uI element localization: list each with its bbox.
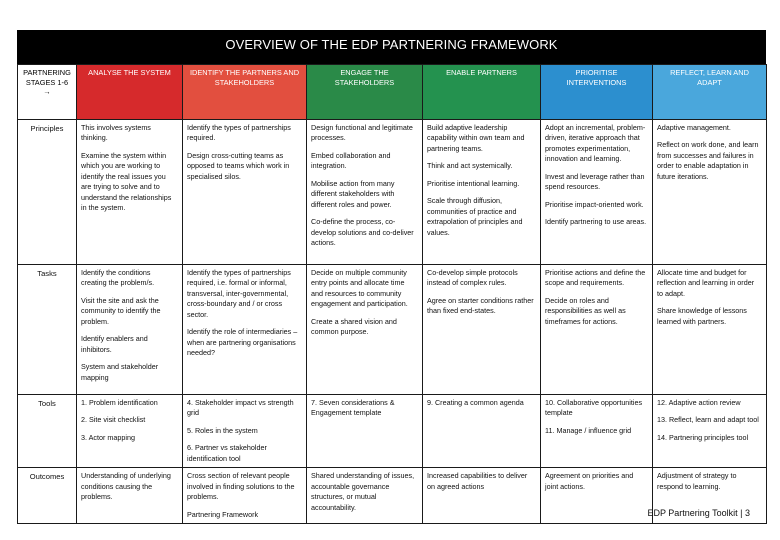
cell-paragraph: Agreement on priorities and joint actions. <box>545 471 634 491</box>
cell-outcomes-stage-1 <box>77 468 183 524</box>
cell-paragraph: Co-develop simple protocols instead of complex rules. <box>427 268 518 288</box>
cell-outcomes-stage-3 <box>307 468 423 524</box>
cell-tools-stage-5 <box>541 395 653 468</box>
row-label-principles: Principles <box>18 120 77 265</box>
cell-tools-stage-4 <box>423 395 541 468</box>
cell-tasks-stage-4 <box>423 265 541 395</box>
page-footer: EDP Partnering Toolkit | 3 <box>647 508 750 518</box>
cell-paragraph: Cross section of relevant people involved in finding solutions to the problems. <box>187 471 295 502</box>
cell-outcomes-stage-5 <box>541 468 653 524</box>
stage-header-identify: IDENTIFY THE PARTNERS AND STAKEHOLDERS <box>183 65 307 120</box>
framework-table <box>17 64 767 524</box>
cell-paragraph: Reflect on work done, and learn from successes and failures in order to enable adaptation in future iterations. <box>657 140 759 181</box>
cell-paragraph: System and stakeholder mapping <box>81 362 159 382</box>
cell-paragraph: Identify the types of partnerships required, i.e. formal or informal, transversal, inter-governmental, cross-boundary and / or cross sector. <box>187 268 291 319</box>
cell-paragraph: 5. Roles in the system <box>187 425 258 435</box>
cell-paragraph: Adaptive management. <box>657 123 731 132</box>
cell-paragraph: 13. Reflect, learn and adapt tool <box>657 415 759 425</box>
cell-tasks-stage-6 <box>653 265 767 395</box>
row-label-tools: Tools <box>18 395 77 468</box>
cell-tasks-stage-2 <box>183 265 307 395</box>
cell-tasks-stage-3 <box>307 265 423 395</box>
cell-paragraph: Co-define the process, co-develop solutions and co-deliver actions. <box>311 217 414 247</box>
cell-paragraph: Identify enablers and inhibitors. <box>81 334 148 354</box>
cell-paragraph: Visit the site and ask the community to identify the problem. <box>81 295 161 326</box>
cell-paragraph: Design functional and legitimate processes. <box>311 123 413 143</box>
cell-paragraph: Embed collaboration and integration. <box>311 150 391 171</box>
cell-paragraph: Prioritise impact-oriented work. <box>545 199 644 209</box>
cell-paragraph: Prioritise intentional learning. <box>427 178 520 188</box>
cell-tools-stage-2 <box>183 395 307 468</box>
cell-paragraph: Identify the role of intermediaries – when are partnering organisations needed? <box>187 327 298 358</box>
cell-outcomes-stage-4 <box>423 468 541 524</box>
cell-paragraph: Identify the conditions creating the problem/s. <box>81 268 155 288</box>
cell-outcomes-stage-2 <box>183 468 307 524</box>
cell-paragraph: Shared understanding of issues, accountable governance structures, or mutual accountability. <box>311 471 415 512</box>
cell-paragraph: Scale through diffusion, communities of practice and extrapolation of principles and values. <box>427 196 523 237</box>
cell-paragraph: Decide on multiple community entry points and allocate time and resources to community engagement and participation. <box>311 268 408 309</box>
cell-tools-stage-1 <box>77 395 183 468</box>
cell-paragraph: 9. Creating a common agenda <box>427 398 524 407</box>
cell-paragraph: 3. Actor mapping <box>81 432 135 442</box>
cell-paragraph: 2. Site visit checklist <box>81 415 146 425</box>
cell-paragraph: 1. Problem identification <box>81 398 158 407</box>
corner-line-1: PARTNERING <box>23 68 71 77</box>
row-label-outcomes: Outcomes <box>18 468 77 524</box>
cell-paragraph: Partnering Framework <box>187 509 259 519</box>
arrow-right-icon: → <box>43 87 51 97</box>
cell-paragraph: 14. Partnering principles tool <box>657 432 749 442</box>
row-tools <box>18 395 767 468</box>
cell-paragraph: Identify the types of partnerships required. <box>187 123 291 143</box>
cell-paragraph: 4. Stakeholder impact vs strength grid <box>187 398 294 418</box>
cell-paragraph: This involves systems thinking. <box>81 123 151 143</box>
cell-paragraph: Adjustment of strategy to respond to learning. <box>657 471 737 491</box>
cell-paragraph: 10. Collaborative opportunities template <box>545 398 643 418</box>
cell-paragraph: Mobilise action from many different stakeholders with different roles and power. <box>311 178 395 209</box>
cell-paragraph: Allocate time and budget for reflection and learning in order to adapt. <box>657 268 755 298</box>
cell-paragraph: Understanding of underlying conditions causing the problems. <box>81 471 171 502</box>
corner-line-2: STAGES 1-6 <box>25 77 69 87</box>
cell-paragraph: Adopt an incremental, problem-driven, iterative approach that promotes experimentation, innovation and learning. <box>545 123 646 164</box>
stages-corner-label <box>18 65 77 120</box>
stage-header-prioritise: PRIORITISE INTERVENTIONS <box>541 65 653 120</box>
row-label-tasks: Tasks <box>18 265 77 395</box>
page-title: OVERVIEW OF THE EDP PARTNERING FRAMEWORK <box>17 30 766 64</box>
cell-paragraph: Decide on roles and responsibilities as well as timeframes for actions. <box>545 295 626 326</box>
cell-principles-stage-6 <box>653 120 767 265</box>
cell-paragraph: 12. Adaptive action review <box>657 398 741 407</box>
cell-paragraph: Create a shared vision and common purpose. <box>311 316 397 337</box>
cell-paragraph: Invest and leverage rather than spend resources. <box>545 171 645 192</box>
cell-paragraph: Examine the system within which you are working to identify the real issues you are trying to solve and to understand the relationships in the system. <box>81 150 172 213</box>
cell-principles-stage-1 <box>77 120 183 265</box>
row-tasks <box>18 265 767 395</box>
cell-paragraph: 11. Manage / influence grid <box>545 425 632 435</box>
cell-paragraph: Design cross-cutting teams as opposed to teams which work in specialised silos. <box>187 150 290 181</box>
cell-paragraph: Share knowledge of lessons learned with partners. <box>657 306 747 326</box>
cell-paragraph: Build adaptive leadership capability within own team and partnering teams. <box>427 123 525 153</box>
cell-paragraph: 7. Seven considerations & Engagement template <box>311 398 395 418</box>
stage-header-engage: ENGAGE THE STAKEHOLDERS <box>307 65 423 120</box>
cell-tasks-stage-5 <box>541 265 653 395</box>
cell-paragraph: Think and act systemically. <box>427 161 513 171</box>
stage-header-analyse: ANALYSE THE SYSTEM <box>77 65 183 120</box>
cell-principles-stage-2 <box>183 120 307 265</box>
cell-paragraph: Agree on starter conditions rather than fixed end-states. <box>427 295 534 316</box>
stage-header-enable: ENABLE PARTNERS <box>423 65 541 120</box>
row-principles <box>18 120 767 265</box>
cell-tools-stage-6 <box>653 395 767 468</box>
cell-principles-stage-4 <box>423 120 541 265</box>
cell-principles-stage-5 <box>541 120 653 265</box>
cell-tools-stage-3 <box>307 395 423 468</box>
stage-header-row <box>18 65 767 120</box>
cell-paragraph: Increased capabilities to deliver on agreed actions <box>427 471 528 491</box>
cell-paragraph: Prioritise actions and define the scope and requirements. <box>545 268 646 288</box>
cell-paragraph: 6. Partner vs stakeholder identification tool <box>187 443 267 463</box>
cell-paragraph: Identify partnering to use areas. <box>545 217 647 227</box>
cell-principles-stage-3 <box>307 120 423 265</box>
stage-header-reflect: REFLECT, LEARN AND ADAPT <box>653 65 767 120</box>
cell-tasks-stage-1 <box>77 265 183 395</box>
